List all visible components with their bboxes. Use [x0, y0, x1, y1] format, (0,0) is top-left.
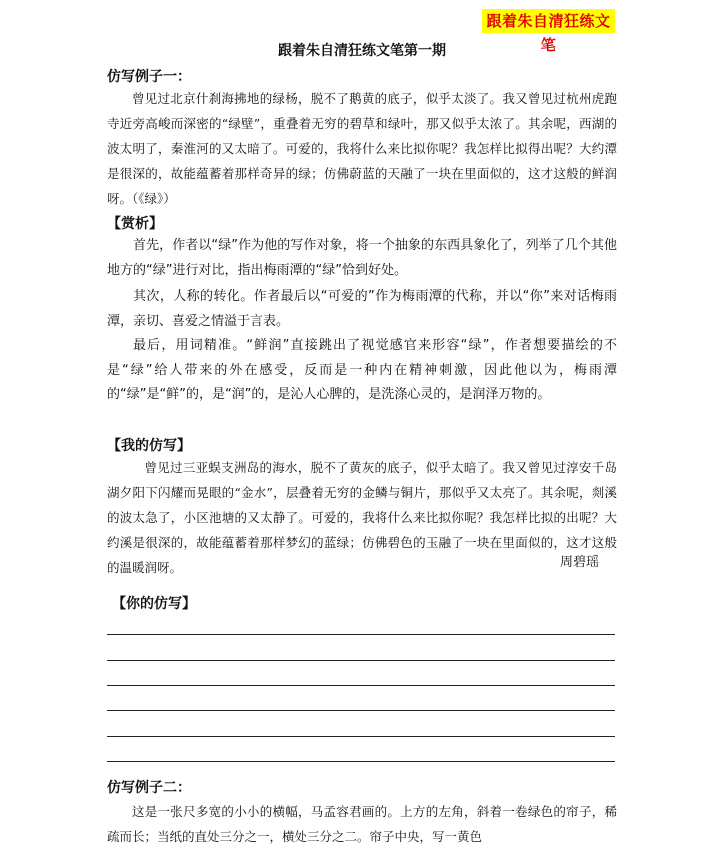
appreciation-paragraph-1: 首先，作者以“绿”作为他的写作对象，将一个抽象的东西具象化了，列举了几个其他地方的“绿”进行对比，指出梅雨潭的“绿”恰到好处。	[107, 238, 617, 278]
writing-line-4[interactable]	[107, 710, 615, 711]
example1-label: 仿写例子一：	[107, 69, 191, 85]
writing-line-3[interactable]	[107, 685, 615, 686]
appreciation-label: 【赏析】	[107, 216, 163, 232]
author-name: 周碧瑶	[560, 555, 600, 570]
my-imitation-text: 曾见过三亚蜈支洲岛的海水，脱不了黄灰的底子，似乎太暗了。我又曾见过淳安千岛湖夕阳下闪耀而晃眼的“金水”，层叠着无穷的金鳞与铜片，那似乎又太亮了。其余呢，剡溪的波太急了，小区池塘的又太静了。可爱的，我将什么来比拟你呢？我怎样比拟的出呢？大约溪是很深的，故能蕴蓄着那样梦幻的蓝绿；仿佛碧色的玉融了一块在里面似的，这才这般的温暖润呀。	[107, 460, 617, 575]
example1-text: 曾见过北京什刹海拂地的绿杨，脱不了鹅黄的底子，似乎太淡了。我又曾见过杭州虎跑寺近旁高峻而深密的“绿壁”，重叠着无穷的碧草和绿叶，那又似乎太浓了。其余呢，西湖的波太明了，秦淮河的又太暗了。可爱的，我将什么来比拟你呢？我怎样比拟得出呢？大约潭是很深的，故能蕴蓄着那样奇异的绿；仿佛蔚蓝的天融了一块在里面似的，这才这般的鲜润呀。（《绿》）	[107, 91, 617, 206]
page-title: 跟着朱自清狂练文笔第一期	[278, 43, 446, 59]
series-badge: 跟着朱自清狂练文笔	[482, 9, 615, 33]
your-imitation-label: 【你的仿写】	[112, 596, 196, 612]
my-imitation-label: 【我的仿写】	[107, 438, 191, 454]
writing-line-5[interactable]	[107, 736, 615, 737]
appreciation-paragraph-2: 其次，人称的转化。作者最后以“可爱的”作为梅雨潭的代称，并以“你”来对话梅雨潭，亲切、喜爱之情溢于言表。	[107, 289, 617, 329]
appreciation-paragraph-3: 最后，用词精准。“鲜润”直接跳出了视觉感官来形容“绿”，作者想要描绘的不是“绿”给人带来的外在感受，反而是一种内在精神刺激，因此他以为，梅雨潭的“绿”是“鲜”的，是“润”的，是沁人心脾的，是洗涤心灵的，是润泽万物的。	[107, 338, 617, 402]
example2-label: 仿写例子二：	[107, 780, 191, 796]
example2-text: 这是一张尺多宽的小小的横幅，马孟容君画的。上方的左角，斜着一卷绿色的帘子，稀疏而长；当纸的直处三分之一，横处三分之二。帘子中央，写一黄色	[107, 804, 617, 844]
writing-line-1[interactable]	[107, 634, 615, 635]
writing-line-2[interactable]	[107, 660, 615, 661]
writing-line-6[interactable]	[107, 761, 615, 762]
